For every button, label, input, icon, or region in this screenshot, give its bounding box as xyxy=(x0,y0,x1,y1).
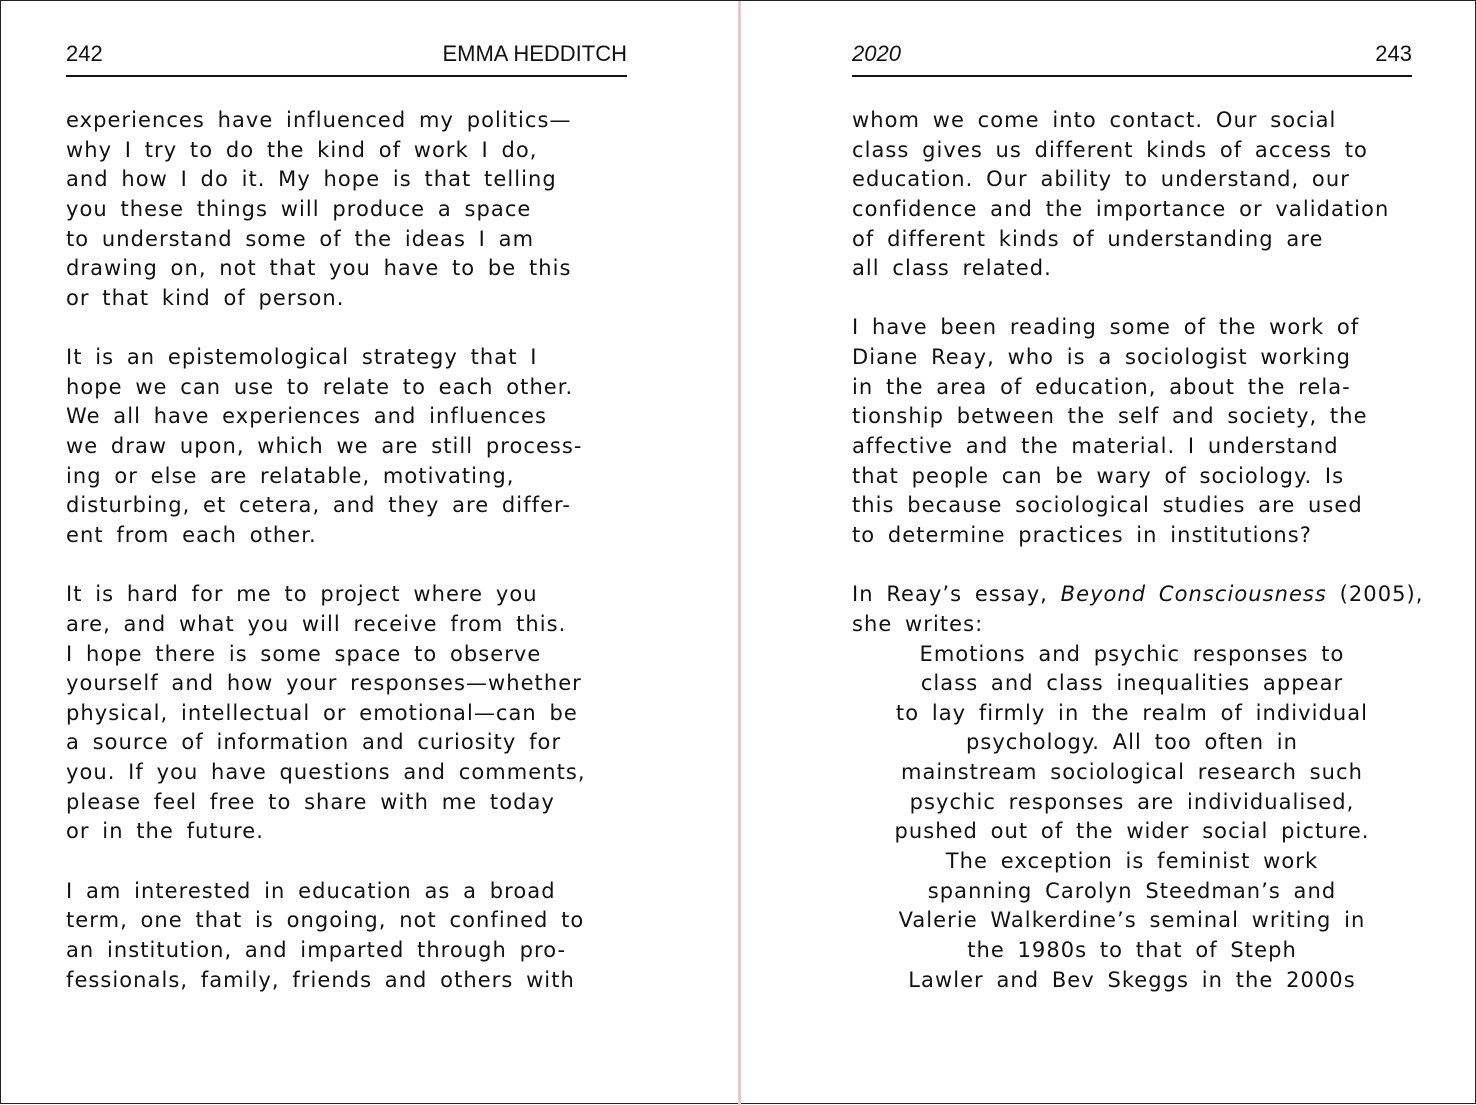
text-line: are, and what you will receive from this. xyxy=(66,611,567,636)
right-page-body xyxy=(852,106,1432,995)
text-line: disturbing, et cetera, and they are differ- xyxy=(66,493,572,518)
text-line: please feel free to share with me today xyxy=(66,789,555,814)
text-line: drawing on, not that you have to be this xyxy=(66,256,572,281)
text-line: you. If you have questions and comments, xyxy=(66,760,586,785)
text-line: this because sociological studies are used xyxy=(852,493,1363,518)
text-line: fessionals, family, friends and others with xyxy=(66,967,575,992)
quote-line: to lay firmly in the realm of individual xyxy=(895,700,1369,725)
quote-line: psychology. All too often in xyxy=(965,730,1299,755)
text-line: that people can be wary of sociology. Is xyxy=(852,463,1345,488)
text-line: an institution, and imparted through pro- xyxy=(66,937,567,962)
quote-line: mainstream sociological research such xyxy=(900,760,1363,785)
paragraph-gap xyxy=(852,551,1432,581)
text-line: experiences have influenced my politics— xyxy=(66,108,572,132)
page-number: 243 xyxy=(1375,41,1412,66)
text-line: or in the future. xyxy=(66,819,264,844)
left-page xyxy=(1,1,738,1105)
text-line: yourself and how your responses—whether xyxy=(66,671,582,696)
quote-line: The exception is feminist work xyxy=(945,849,1319,874)
text-line: to understand some of the ideas I am xyxy=(66,226,535,251)
paragraph-gap xyxy=(66,313,646,343)
text-line: of different kinds of understanding are xyxy=(852,226,1324,251)
text-line: confidence and the importance or validation xyxy=(852,196,1390,221)
text-line: education. Our ability to understand, our xyxy=(852,167,1350,192)
text-line: I have been reading some of the work of xyxy=(852,315,1360,340)
right-page-header xyxy=(852,39,1412,77)
quote-line: Lawler and Bev Skeggs in the 2000s xyxy=(908,967,1356,992)
text-line: you these things will produce a space xyxy=(66,196,532,221)
left-page-header xyxy=(66,39,627,77)
text-line: ing or else are relatable, motivating, xyxy=(66,463,515,488)
text-line: physical, intellectual or emotional—can be xyxy=(66,700,578,725)
text-line: she writes: xyxy=(852,611,984,636)
text-line: I am interested in education as a broad xyxy=(66,878,556,903)
right-page xyxy=(741,1,1476,1105)
text-line: we draw upon, which we are still process- xyxy=(66,434,583,459)
quote-line: Emotions and psychic responses to xyxy=(919,641,1345,666)
text-line: I hope there is some space to observe xyxy=(66,641,542,666)
text-line: in the area of education, about the rela- xyxy=(852,374,1351,399)
text-line: whom we come into contact. Our social xyxy=(852,108,1337,132)
text-line: Diane Reay, who is a sociologist working xyxy=(852,345,1352,370)
intro-text: In Reay’s essay, xyxy=(852,582,1061,607)
block-quote xyxy=(852,640,1432,996)
quote-line: Valerie Walkerdine’s seminal writing in xyxy=(898,908,1366,933)
text-line: It is an epistemological strategy that I xyxy=(66,345,538,370)
quote-line: psychic responses are individualised, xyxy=(909,789,1355,814)
paragraph-gap xyxy=(852,284,1432,314)
text-line: or that kind of person. xyxy=(66,285,345,310)
intro-text: (2005), xyxy=(1326,582,1424,607)
text-line: It is hard for me to project where you xyxy=(66,582,538,607)
text-line: all class related. xyxy=(852,256,1052,281)
text-line: a source of information and curiosity for xyxy=(66,730,562,755)
paragraph-gap xyxy=(66,847,646,877)
page-number: 242 xyxy=(66,41,103,66)
text-line: and how I do it. My hope is that telling xyxy=(66,167,557,192)
text-line: We all have experiences and influences xyxy=(66,404,547,429)
text-line: tionship between the self and society, the xyxy=(852,404,1368,429)
text-line: to determine practices in institutions? xyxy=(852,522,1312,547)
running-head-author: EMMA HEDDITCH xyxy=(442,41,627,66)
text-line: why I try to do the kind of work I do, xyxy=(66,137,538,162)
paragraph-gap xyxy=(66,551,646,581)
text-line: hope we can use to relate to each other. xyxy=(66,374,574,399)
text-line: affective and the material. I understand xyxy=(852,434,1339,459)
quote-intro-line xyxy=(852,580,1432,610)
quote-line: pushed out of the wider social picture. xyxy=(894,819,1370,844)
quote-line: the 1980s to that of Steph xyxy=(967,937,1297,962)
text-line: ent from each other. xyxy=(66,522,317,547)
essay-title: Beyond Consciousness xyxy=(1060,582,1327,607)
text-line: class gives us different kinds of access to xyxy=(852,137,1368,162)
quote-line: spanning Carolyn Steedman’s and xyxy=(927,878,1337,903)
running-head-year: 2020 xyxy=(852,41,901,66)
left-page-body xyxy=(66,106,646,995)
quote-line: class and class inequalities appear xyxy=(920,671,1344,696)
text-line: term, one that is ongoing, not confined to xyxy=(66,908,585,933)
